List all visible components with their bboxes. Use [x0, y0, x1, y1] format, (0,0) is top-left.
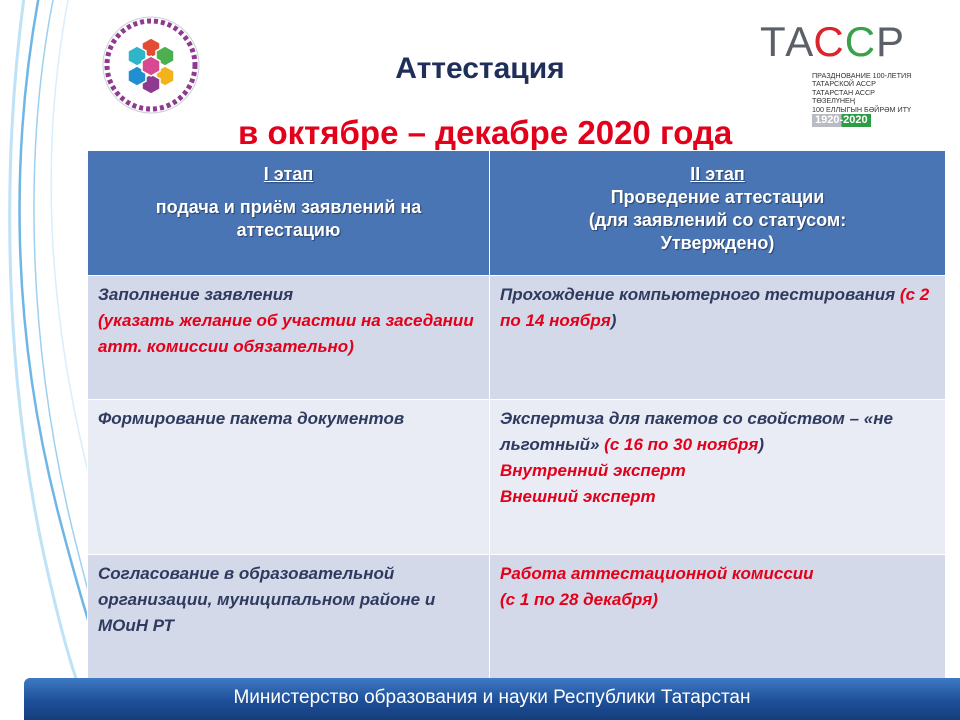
- header-stage-1: [88, 151, 490, 276]
- row3-right-red1: Работа аттестационной комиссии: [500, 564, 814, 583]
- stage-2-line1: Проведение аттестации: [610, 187, 825, 207]
- row2-right-red: (с 16 по 30 ноября: [604, 435, 759, 454]
- tassr-brand: ТАССР: [760, 18, 906, 65]
- stage-2-label: II этап: [690, 164, 745, 184]
- row1-right-red: (с 2 по 14 ноября: [500, 285, 930, 330]
- stage-1-line1: подача и приём заявлений на: [155, 197, 422, 217]
- row1-right-cell: [490, 276, 946, 400]
- attestation-table: [87, 150, 945, 678]
- row2-left-cell: [88, 400, 490, 555]
- row1-left-cell: [88, 276, 490, 400]
- row2-right-tail: ): [758, 435, 765, 454]
- row2-right-extra1: Внутренний эксперт: [500, 461, 686, 480]
- footer-bar: [24, 678, 960, 720]
- row3-right-cell: [490, 555, 946, 679]
- row2-right-main: Экспертиза для пакетов со свойством – «не льготный»: [500, 409, 893, 454]
- row3-right-red2: (с 1 по 28 декабря): [500, 590, 658, 609]
- stage-1-line2: аттестацию: [236, 220, 341, 240]
- row1-right-main: Прохождение компьютерного тестирования: [500, 285, 900, 304]
- stage-2-line3: Утверждено): [660, 233, 775, 253]
- table-header-row: [88, 151, 946, 276]
- row2-left-main: Формирование пакета документов: [98, 409, 405, 428]
- row3-left-cell: [88, 555, 490, 679]
- table-row: [88, 276, 946, 400]
- page-subtitle: в октябре – декабре 2020 года: [238, 114, 733, 151]
- table-row: [88, 555, 946, 679]
- row1-right-tail: ): [610, 311, 617, 330]
- row2-right-extra2: Внешний эксперт: [500, 487, 656, 506]
- stage-2-line2: (для заявлений со статусом:: [588, 210, 847, 230]
- page-title: Аттестация: [395, 52, 565, 85]
- row1-left-main: Заполнение заявления: [98, 285, 294, 304]
- footer-text: Министерство образования и науки Республики Татарстан: [233, 687, 751, 708]
- tassr-years: 1920-2020: [812, 114, 871, 127]
- header-stage-2: [490, 151, 946, 276]
- tassr-caption: ПРАЗДНОВАНИЕ 100-ЛЕТИЯ ТАТАРСКОЙ АССР ТАТАРСТАН АССР ТӨЗЕЛҮНЕҢ 100 ЕЛЛЫГЫН БӘЙРӘМ ИТҮ: [812, 71, 912, 114]
- row1-left-red: (указать желание об участии на заседании атт. комиссии обязательно): [98, 311, 474, 356]
- row3-left-main: Согласование в образовательной организации, муниципальном районе и МОиН РТ: [98, 564, 436, 635]
- table-row: [88, 400, 946, 555]
- stage-1-label: I этап: [263, 164, 314, 184]
- row2-right-cell: [490, 400, 946, 555]
